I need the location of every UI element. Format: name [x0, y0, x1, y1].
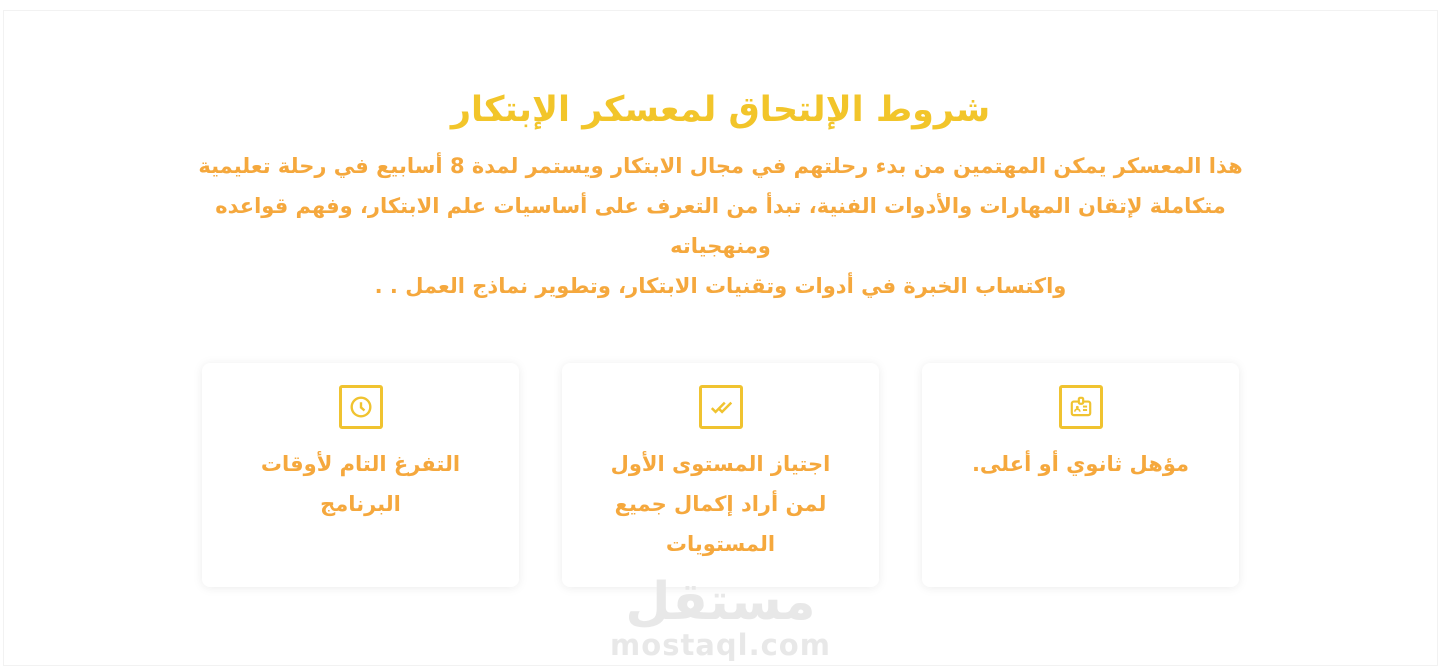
requirement-line: البرنامج — [320, 492, 401, 516]
intro-line: هذا المعسكر يمكن المهتمين من بدء رحلتهم في مجال الابتكار ويستمر لمدة 8 أسابيع في رحلة تعليمية — [198, 154, 1243, 178]
requirement-card-level-pass — [562, 363, 879, 587]
mostaql-watermark — [0, 574, 1441, 660]
intro-paragraph — [171, 146, 1271, 306]
requirement-card-dedication — [202, 363, 519, 587]
requirement-line: اجتياز المستوى الأول — [610, 452, 831, 476]
section-title: شروط الإلتحاق لمعسكر الإبتكار — [450, 90, 991, 130]
intro-line: متكاملة لإتقان المهارات والأدوات الفنية، تبدأ من التعرف على أساسيات علم الابتكار، وفهم قواعده ومنهجياته — [215, 194, 1226, 258]
requirement-line: لمن أراد إكمال جميع — [614, 492, 827, 516]
requirement-line: التفرغ التام لأوقات — [260, 452, 461, 476]
clock-icon — [348, 394, 374, 420]
requirement-line: مؤهل ثانوي أو أعلى. — [971, 452, 1190, 476]
icon-box — [339, 385, 383, 429]
requirements-cards-row — [0, 363, 1441, 587]
requirement-line: المستويات — [665, 532, 776, 556]
mostaql-domain: mostaql.com — [610, 628, 831, 662]
requirement-text — [562, 444, 879, 564]
requirement-text — [202, 444, 519, 524]
requirement-card-qualification — [922, 363, 1239, 587]
intro-line: واكتساب الخبرة في أدوات وتقنيات الابتكار، وتطوير نماذج العمل . . — [374, 274, 1067, 298]
mostaql-logo-arabic: مستقل — [625, 572, 816, 632]
double-check-icon — [708, 394, 734, 420]
icon-box — [1059, 385, 1103, 429]
icon-box — [699, 385, 743, 429]
requirement-text — [922, 444, 1239, 484]
id-badge-icon — [1068, 394, 1094, 420]
